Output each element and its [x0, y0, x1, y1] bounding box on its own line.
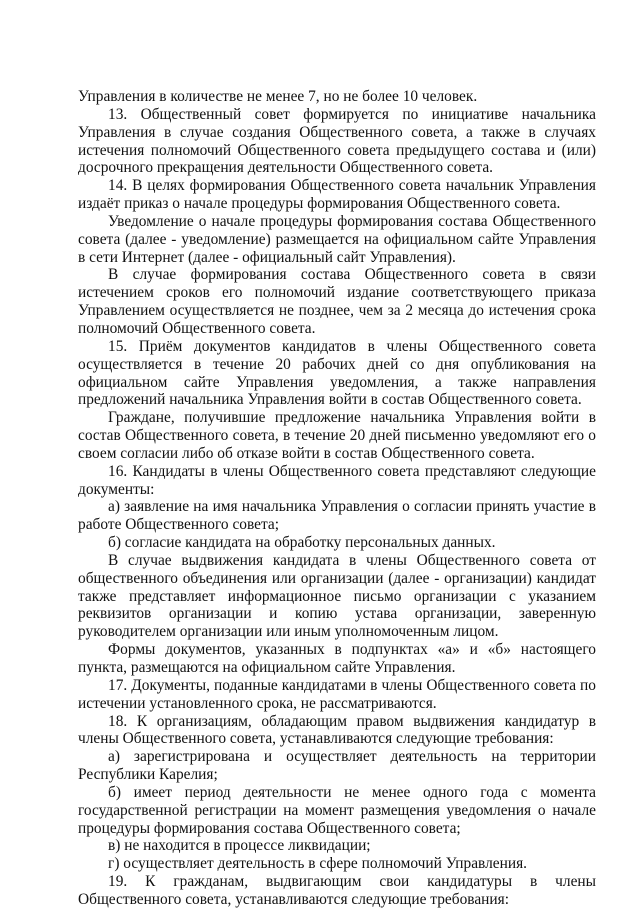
list-item-16b: б) согласие кандидата на обработку персональных данных.	[108, 534, 496, 552]
paragraph-16: 16. Кандидаты в члены Общественного совета представляют следующие документы:	[78, 462, 596, 498]
list-item-18g: г) осуществляет деятельность в сфере полномочий Управления.	[108, 855, 528, 873]
paragraph-15: 15. Приём документов кандидатов в члены Общественного совета осуществляется в течение 20 рабочих дней со дня опубликования на официальном сайте Управления уведомления, а также направления предложений начальника Управления войти в состав Общественного совета.	[78, 337, 596, 409]
list-item-18v: в) не находится в процессе ликвидации;	[108, 837, 371, 855]
paragraph-citizens-consent: Граждане, получившие предложение начальника Управления войти в состав Общественного совета, в течение 20 дней письменно уведомляют его о своем согласии либо об отказе войти в состав Общественного совета.	[78, 409, 596, 462]
list-item-18b: б) имеет период деятельности не менее одного года с момента государственной регистрации на момент размещения уведомления о начале процедуры формирования состава Общественного совета;	[78, 783, 596, 837]
paragraph-forms: Формы документов, указанных в подпунктах «а» и «б» настоящего пункта, размещаются на официальном сайте Управления.	[78, 641, 596, 676]
paragraph-organization-nomination: В случае выдвижения кандидата в члены Общественного совета от общественного объединения или организации (далее - организации) кандидат также представляет информационное письмо организации с указанием реквизитов организации и копию устава организации, заверенную руководителем организации или иным уполномоченным лицом.	[78, 551, 596, 641]
paragraph-notice: Уведомление о начале процедуры формирования состава Общественного совета (далее - уведомление) размещается на официальном сайте Управления в сети Интернет (далее - официальный сайт Управления).	[78, 212, 596, 266]
paragraph-17: 17. Документы, поданные кандидатами в члены Общественного совета по истечении установленного срока, не рассматриваются.	[78, 676, 596, 712]
list-item-16a: а) заявление на имя начальника Управления о согласии принять участие в работе Общественного совета;	[78, 498, 596, 534]
paragraph-continuation: Управления в количестве не менее 7, но не более 10 человек.	[78, 88, 478, 105]
paragraph-term-expiry: В случае формирования состава Общественного совета в связи истечением сроков его полномочий издание соответствующего приказа Управлением осуществляется не позднее, чем за 2 месяца до истечения срока полномочий Общественного совета.	[78, 266, 596, 337]
paragraph-19: 19. К гражданам, выдвигающим свои кандидатуры в члены Общественного совета, устанавливаются следующие требования:	[78, 873, 596, 908]
list-item-18a: а) зарегистрирована и осуществляет деятельность на территории Республики Карелия;	[78, 748, 596, 784]
paragraph-13: 13. Общественный совет формируется по инициативе начальника Управления в случае создания Общественного совета, а также в случаях истечения полномочий Общественного совета предыдущего состава и (или) досрочного прекращения деятельности Общественного совета.	[78, 105, 596, 177]
document-page	[78, 88, 596, 909]
paragraph-18: 18. К организациям, обладающим правом выдвижения кандидатур в члены Общественного совета, устанавливаются следующие требования:	[78, 712, 596, 748]
paragraph-14: 14. В целях формирования Общественного совета начальник Управления издаёт приказ о начале процедуры формирования Общественного совета.	[78, 177, 596, 213]
